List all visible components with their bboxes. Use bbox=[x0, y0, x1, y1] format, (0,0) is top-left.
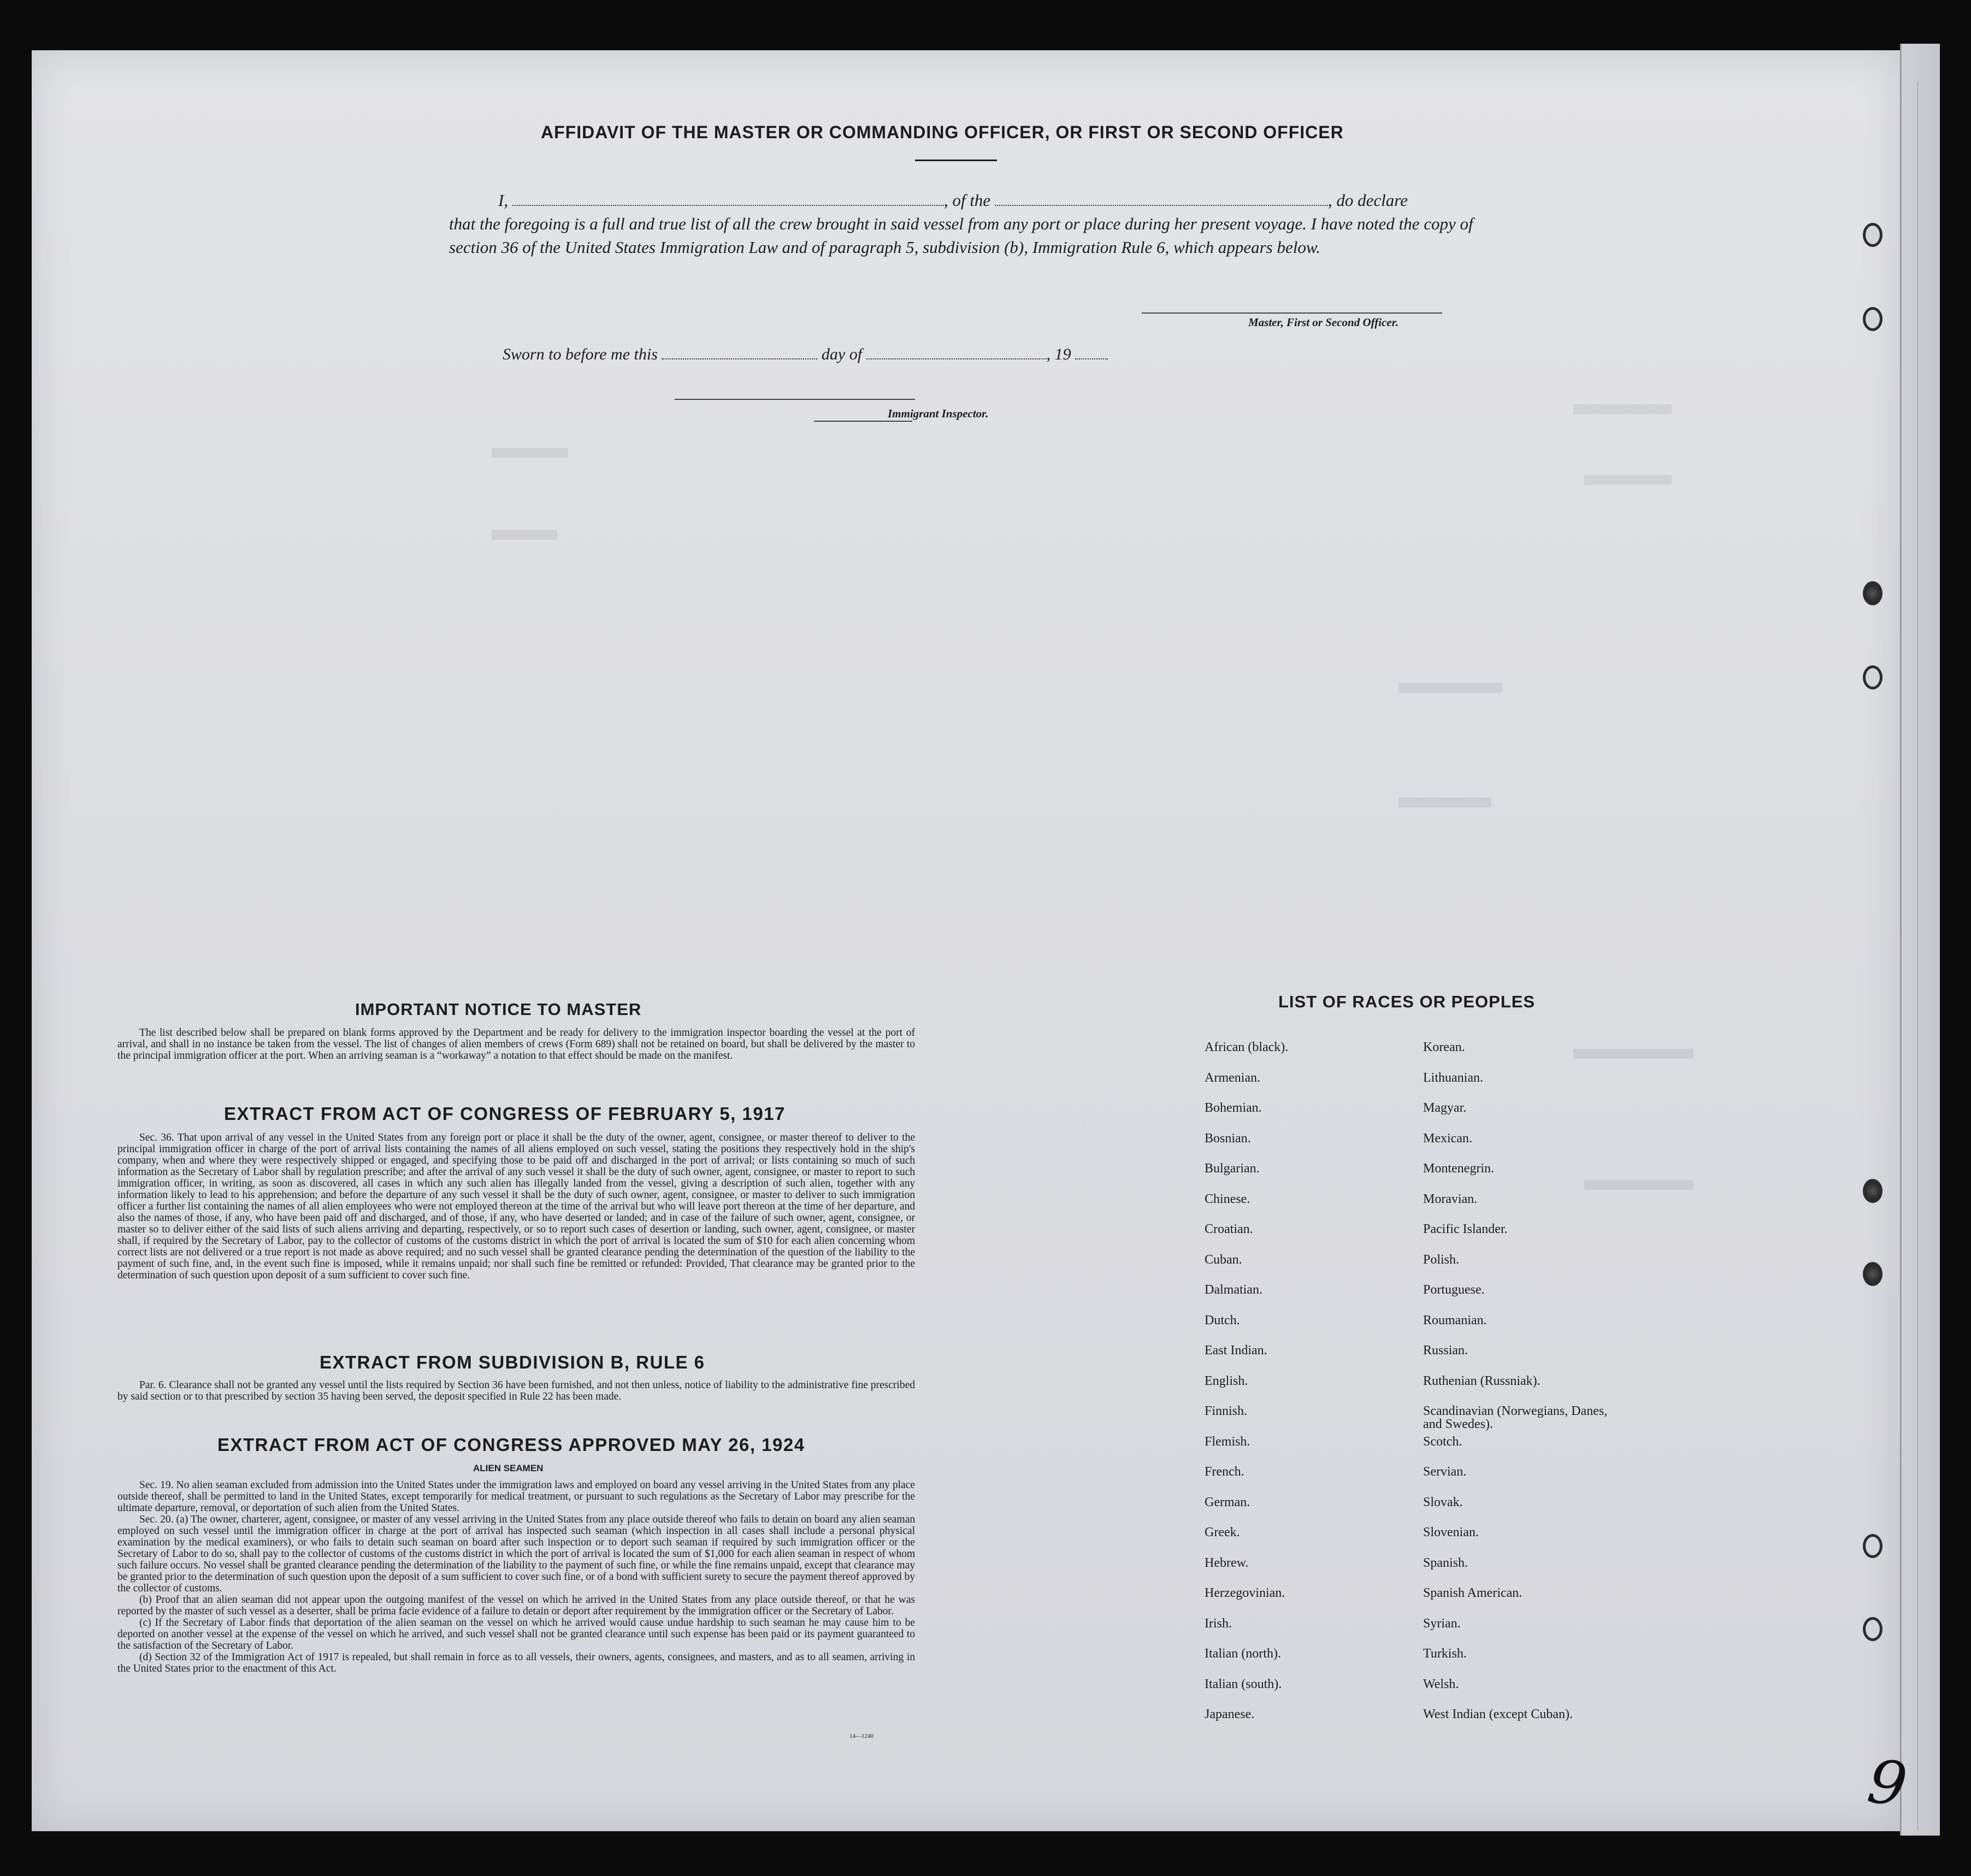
sec-20d-paragraph: (d) Section 32 of the Immigration Act of 1917 is repealed, but shall remain in force as to all vessels, their owners, agents, consignees, and masters, and as to all seamen, arriving in the United States prior to the enactment of this Act. bbox=[117, 1651, 915, 1674]
race-item: English. bbox=[1205, 1373, 1248, 1388]
sworn-year-label: , 19 bbox=[1046, 345, 1071, 363]
binder-hole bbox=[1863, 1534, 1883, 1558]
race-item: Chinese. bbox=[1205, 1191, 1250, 1206]
sworn-day-blank[interactable] bbox=[662, 344, 817, 359]
affidavit-first-line bbox=[449, 188, 1498, 212]
race-item: Bohemian. bbox=[1205, 1101, 1262, 1115]
inspector-signature-line[interactable] bbox=[675, 399, 915, 400]
race-item: Cuban. bbox=[1205, 1252, 1242, 1267]
race-item: Welsh. bbox=[1423, 1677, 1459, 1691]
race-item: Finnish. bbox=[1205, 1404, 1248, 1418]
sworn-year-blank[interactable] bbox=[1075, 344, 1108, 359]
race-item: Portuguese. bbox=[1423, 1283, 1485, 1297]
race-item: Slovenian. bbox=[1423, 1525, 1479, 1539]
race-item: African (black). bbox=[1205, 1040, 1289, 1054]
race-item: Irish. bbox=[1205, 1616, 1232, 1631]
race-item: Scotch. bbox=[1423, 1434, 1462, 1449]
race-item: Bulgarian. bbox=[1205, 1161, 1260, 1176]
race-item: Mexican. bbox=[1423, 1131, 1472, 1146]
extract-1924-body bbox=[117, 1479, 915, 1674]
affidavit-of-the-label: , of the bbox=[943, 191, 991, 210]
race-item: Servian. bbox=[1423, 1465, 1467, 1479]
page-edge-line bbox=[1917, 82, 1918, 1830]
extract-rule6-title: EXTRACT FROM SUBDIVISION B, RULE 6 bbox=[320, 1352, 705, 1372]
binder-hole bbox=[1863, 1179, 1883, 1203]
race-item: Herzegovinian. bbox=[1205, 1586, 1285, 1600]
bleed-through-mark bbox=[1573, 404, 1672, 414]
race-item: Russian. bbox=[1423, 1343, 1468, 1358]
race-item: Spanish. bbox=[1423, 1555, 1468, 1570]
races-title: LIST OF RACES OR PEOPLES bbox=[1278, 992, 1536, 1011]
title-underline bbox=[915, 160, 997, 161]
race-item: Syrian. bbox=[1423, 1616, 1461, 1631]
binder-hole bbox=[1863, 665, 1883, 689]
race-item: Armenian. bbox=[1205, 1070, 1260, 1085]
bleed-through-mark bbox=[1584, 475, 1672, 485]
race-item: East Indian. bbox=[1205, 1343, 1267, 1358]
race-item: Roumanian. bbox=[1423, 1313, 1487, 1328]
master-signature-caption: Master, First or Second Officer. bbox=[1248, 316, 1398, 329]
bleed-through-mark bbox=[492, 448, 568, 458]
race-item: Italian (north). bbox=[1205, 1647, 1281, 1661]
race-item: Ruthenian (Russniak). bbox=[1423, 1373, 1541, 1388]
bleed-through-mark bbox=[1398, 683, 1502, 693]
race-item: Lithuanian. bbox=[1423, 1070, 1483, 1085]
affidavit-title: AFFIDAVIT OF THE MASTER OR COMMANDING OFFICER, OR FIRST OR SECOND OFFICER bbox=[541, 122, 1344, 142]
affidavit-text bbox=[449, 188, 1498, 259]
affidavit-statement: that the foregoing is a full and true list of all the crew brought in said vessel from any port or place during her present voyage. I have noted the copy of section 36 of the United States Immigration Law and of paragraph 5, subdivision (b), Immigration Rule 6, which appears below. bbox=[449, 214, 1473, 257]
race-item: Slovak. bbox=[1423, 1495, 1463, 1509]
race-item: Greek. bbox=[1205, 1525, 1240, 1539]
race-item: Magyar. bbox=[1423, 1101, 1467, 1115]
sec-20b-paragraph: (b) Proof that an alien seaman did not appear upon the outgoing manifest of the vessel on which he arrived in the United States from any place outside thereof, or that he was reported by the master of such vessel as a deserter, shall be prima facie evidence of a failure to detain or deport after requirement by the immigration officer or the Secretary of Labor. bbox=[117, 1594, 915, 1617]
race-item: Bosnian. bbox=[1205, 1131, 1251, 1146]
extract-rule6-text: Par. 6. Clearance shall not be granted any vessel until the lists required by Section 36 have been furnished, and not then unless, notice of liability to the administrative fine prescribed by said section or to that prescribed by section 35 having been served, the deposit specified in Rule 22 has been made. bbox=[117, 1379, 915, 1402]
binder-hole bbox=[1863, 307, 1883, 331]
race-item: Dutch. bbox=[1205, 1313, 1240, 1328]
sworn-prefix: Sworn to before me this bbox=[503, 345, 658, 363]
race-item: German. bbox=[1205, 1495, 1250, 1509]
extract-1917-text: Sec. 36. That upon arrival of any vessel in the United States from any foreign port or place it shall be the duty of the owner, agent, consignee, or master thereof to deliver to the principal immigration officer in charge of the port of arrival lists containing the names of all aliens employed on such vessel, stating the positions they respectively hold in the ship's company, when and where they were respectively shipped or engaged, and specifying those to be paid off and discharged in the port of arrival; or lists containing so much of such information as the Secretary of Labor shall by regulation prescribe; and after the arrival of any such vessel it shall be the duty of such owner, agent, consignee, or master to report to such immigration officer, in writing, as soon as discovered, all cases in which any such alien has illegally landed from the vessel, giving a description of such alien, together with any information likely to lead to his apprehension; and before the departure of any such vessel it shall be the duty of such owner, agent, consignee, or master to deliver to such immigration officer a further list containing the names of all alien employees who were not employed thereon at the time of the arrival but who will leave port thereon at the time of her departure, and also the names of those, if any, who have been paid off and discharged, and of those, if any, who have deserted or landed; and in case of the failure of such owner, agent, consignee, or master so to deliver either of the said lists of such aliens arriving and departing, respectively, or so to report such cases of desertion or landing, such owner, agent, consignee, or master shall, if required by the Secretary of Labor, pay to the collector of customs of the customs district in which the port of arrival is located the sum of $10 for each alien concerning whom correct lists are not delivered or a true report is not made as above required; and no such vessel shall be granted clearance pending the determination of the question of the liability to the payment of such fine, and, in the event such fine is imposed, while it remains unpaid; nor shall such fine be remitted or refunded: Provided, That clearance may be granted prior to the determination of such question upon deposit of a sum sufficient to cover such fine. bbox=[117, 1132, 915, 1281]
race-item: Pacific Islander. bbox=[1423, 1222, 1508, 1236]
race-item: Turkish. bbox=[1423, 1647, 1467, 1661]
races-right-column bbox=[1423, 1041, 1620, 1738]
notice-text: The list described below shall be prepared on blank forms approved by the Department and be ready for delivery to the immigration inspector boarding the vessel at the port of arrival, and shall in no instance be taken from the vessel. The list of changes of alien members of crews (Form 689) shall not be retained on board, but shall be delivered by the master to the principal immigration officer at the port. When an arriving seaman is a “workaway” a notation to that effect should be made on the manifest. bbox=[117, 1027, 915, 1061]
race-item: Moravian. bbox=[1423, 1191, 1478, 1206]
binder-hole bbox=[1863, 223, 1883, 247]
sworn-month-blank[interactable] bbox=[866, 344, 1047, 359]
race-item: Italian (south). bbox=[1205, 1677, 1282, 1691]
inspector-signature-line-2 bbox=[814, 421, 912, 422]
extract-1917-title: EXTRACT FROM ACT OF CONGRESS OF FEBRUARY 5, 1917 bbox=[224, 1104, 786, 1124]
race-item: Polish. bbox=[1423, 1252, 1460, 1267]
vessel-name-blank[interactable] bbox=[995, 191, 1328, 206]
race-item: Flemish. bbox=[1205, 1434, 1250, 1449]
sworn-day-of-label: day of bbox=[821, 345, 863, 363]
master-signature-line[interactable] bbox=[1142, 312, 1442, 314]
notice-title: IMPORTANT NOTICE TO MASTER bbox=[355, 1000, 642, 1019]
binder-hole bbox=[1863, 581, 1883, 605]
page-edge-strip bbox=[1900, 44, 1940, 1836]
sec-19-paragraph: Sec. 19. No alien seaman excluded from admission into the United States under the immigration laws and employed on board any vessel arriving in the United States from any place outside thereof, shall be permitted to land in the United States, except temporarily for medical treatment, or pursuant to such regulations as the Secretary of Labor may prescribe for the ultimate departure, removal, or deportation of such alien from the United States. bbox=[117, 1479, 915, 1514]
race-item: Korean. bbox=[1423, 1040, 1465, 1054]
binder-hole bbox=[1863, 1262, 1883, 1286]
race-item: Hebrew. bbox=[1205, 1555, 1249, 1570]
race-item: Scandinavian (Norwegians, Danes, and Swedes). bbox=[1423, 1404, 1608, 1431]
race-item: Spanish American. bbox=[1423, 1586, 1522, 1600]
affidavit-i-label: I, bbox=[498, 191, 509, 210]
form-number: 14—1240 bbox=[849, 1733, 874, 1739]
race-item: Dalmatian. bbox=[1205, 1283, 1262, 1297]
race-item: West Indian (except Cuban). bbox=[1423, 1707, 1573, 1721]
bleed-through-mark bbox=[492, 530, 557, 540]
bleed-through-mark bbox=[1398, 798, 1491, 807]
handwritten-page-number: 9 bbox=[1863, 1745, 1911, 1821]
race-item: Montenegrin. bbox=[1423, 1161, 1494, 1176]
race-item: Japanese. bbox=[1205, 1707, 1255, 1721]
extract-1924-title: EXTRACT FROM ACT OF CONGRESS APPROVED MAY 26, 1924 bbox=[217, 1435, 805, 1455]
binder-hole bbox=[1863, 1617, 1883, 1641]
race-item: Croatian. bbox=[1205, 1222, 1253, 1236]
sworn-line bbox=[503, 344, 1108, 364]
race-item: French. bbox=[1205, 1465, 1244, 1479]
races-left-column bbox=[1205, 1041, 1288, 1738]
sec-20a-paragraph: Sec. 20. (a) The owner, charterer, agent, consignee, or master of any vessel arriving in the United States from any place outside thereof who fails to detain on board any alien seaman employed on such vessel until the immigration officer in charge at the port of arrival has inspected such seaman (which inspection in all cases shall include a personal physical examination by the medical examiners), or who fails to detain such seaman on board after such inspection or to deport such seaman if required by such immigration officer or the Secretary of Labor to do so, shall pay to the collector of customs of the customs district in which the port of arrival is located the sum of $1,000 for each alien seaman in respect of whom such failure occurs. No vessel shall be granted clearance pending the determination of the liability to the payment of such fine, or while the fine remains unpaid, except that clearance may be granted prior to the determination of such question upon the deposit of a sum sufficient to cover such fine, or of a bond with sufficient surety to secure the payment thereof approved by the collector of customs. bbox=[117, 1514, 915, 1594]
officer-name-blank[interactable] bbox=[512, 191, 944, 206]
sec-20c-paragraph: (c) If the Secretary of Labor finds that deportation of the alien seaman on the vessel on which he arrived would cause undue hardship to such seaman he may cause him to be deported on another vessel at the expense of the vessel on which he arrived, and such vessel shall not be granted clearance until such expense has been paid or its payment guaranteed to the satisfaction of the Secretary of Labor. bbox=[117, 1617, 915, 1651]
alien-seamen-subtitle: ALIEN SEAMEN bbox=[473, 1463, 544, 1473]
affidavit-declare-label: , do declare bbox=[1327, 191, 1408, 210]
inspector-signature-caption: Immigrant Inspector. bbox=[888, 407, 989, 420]
